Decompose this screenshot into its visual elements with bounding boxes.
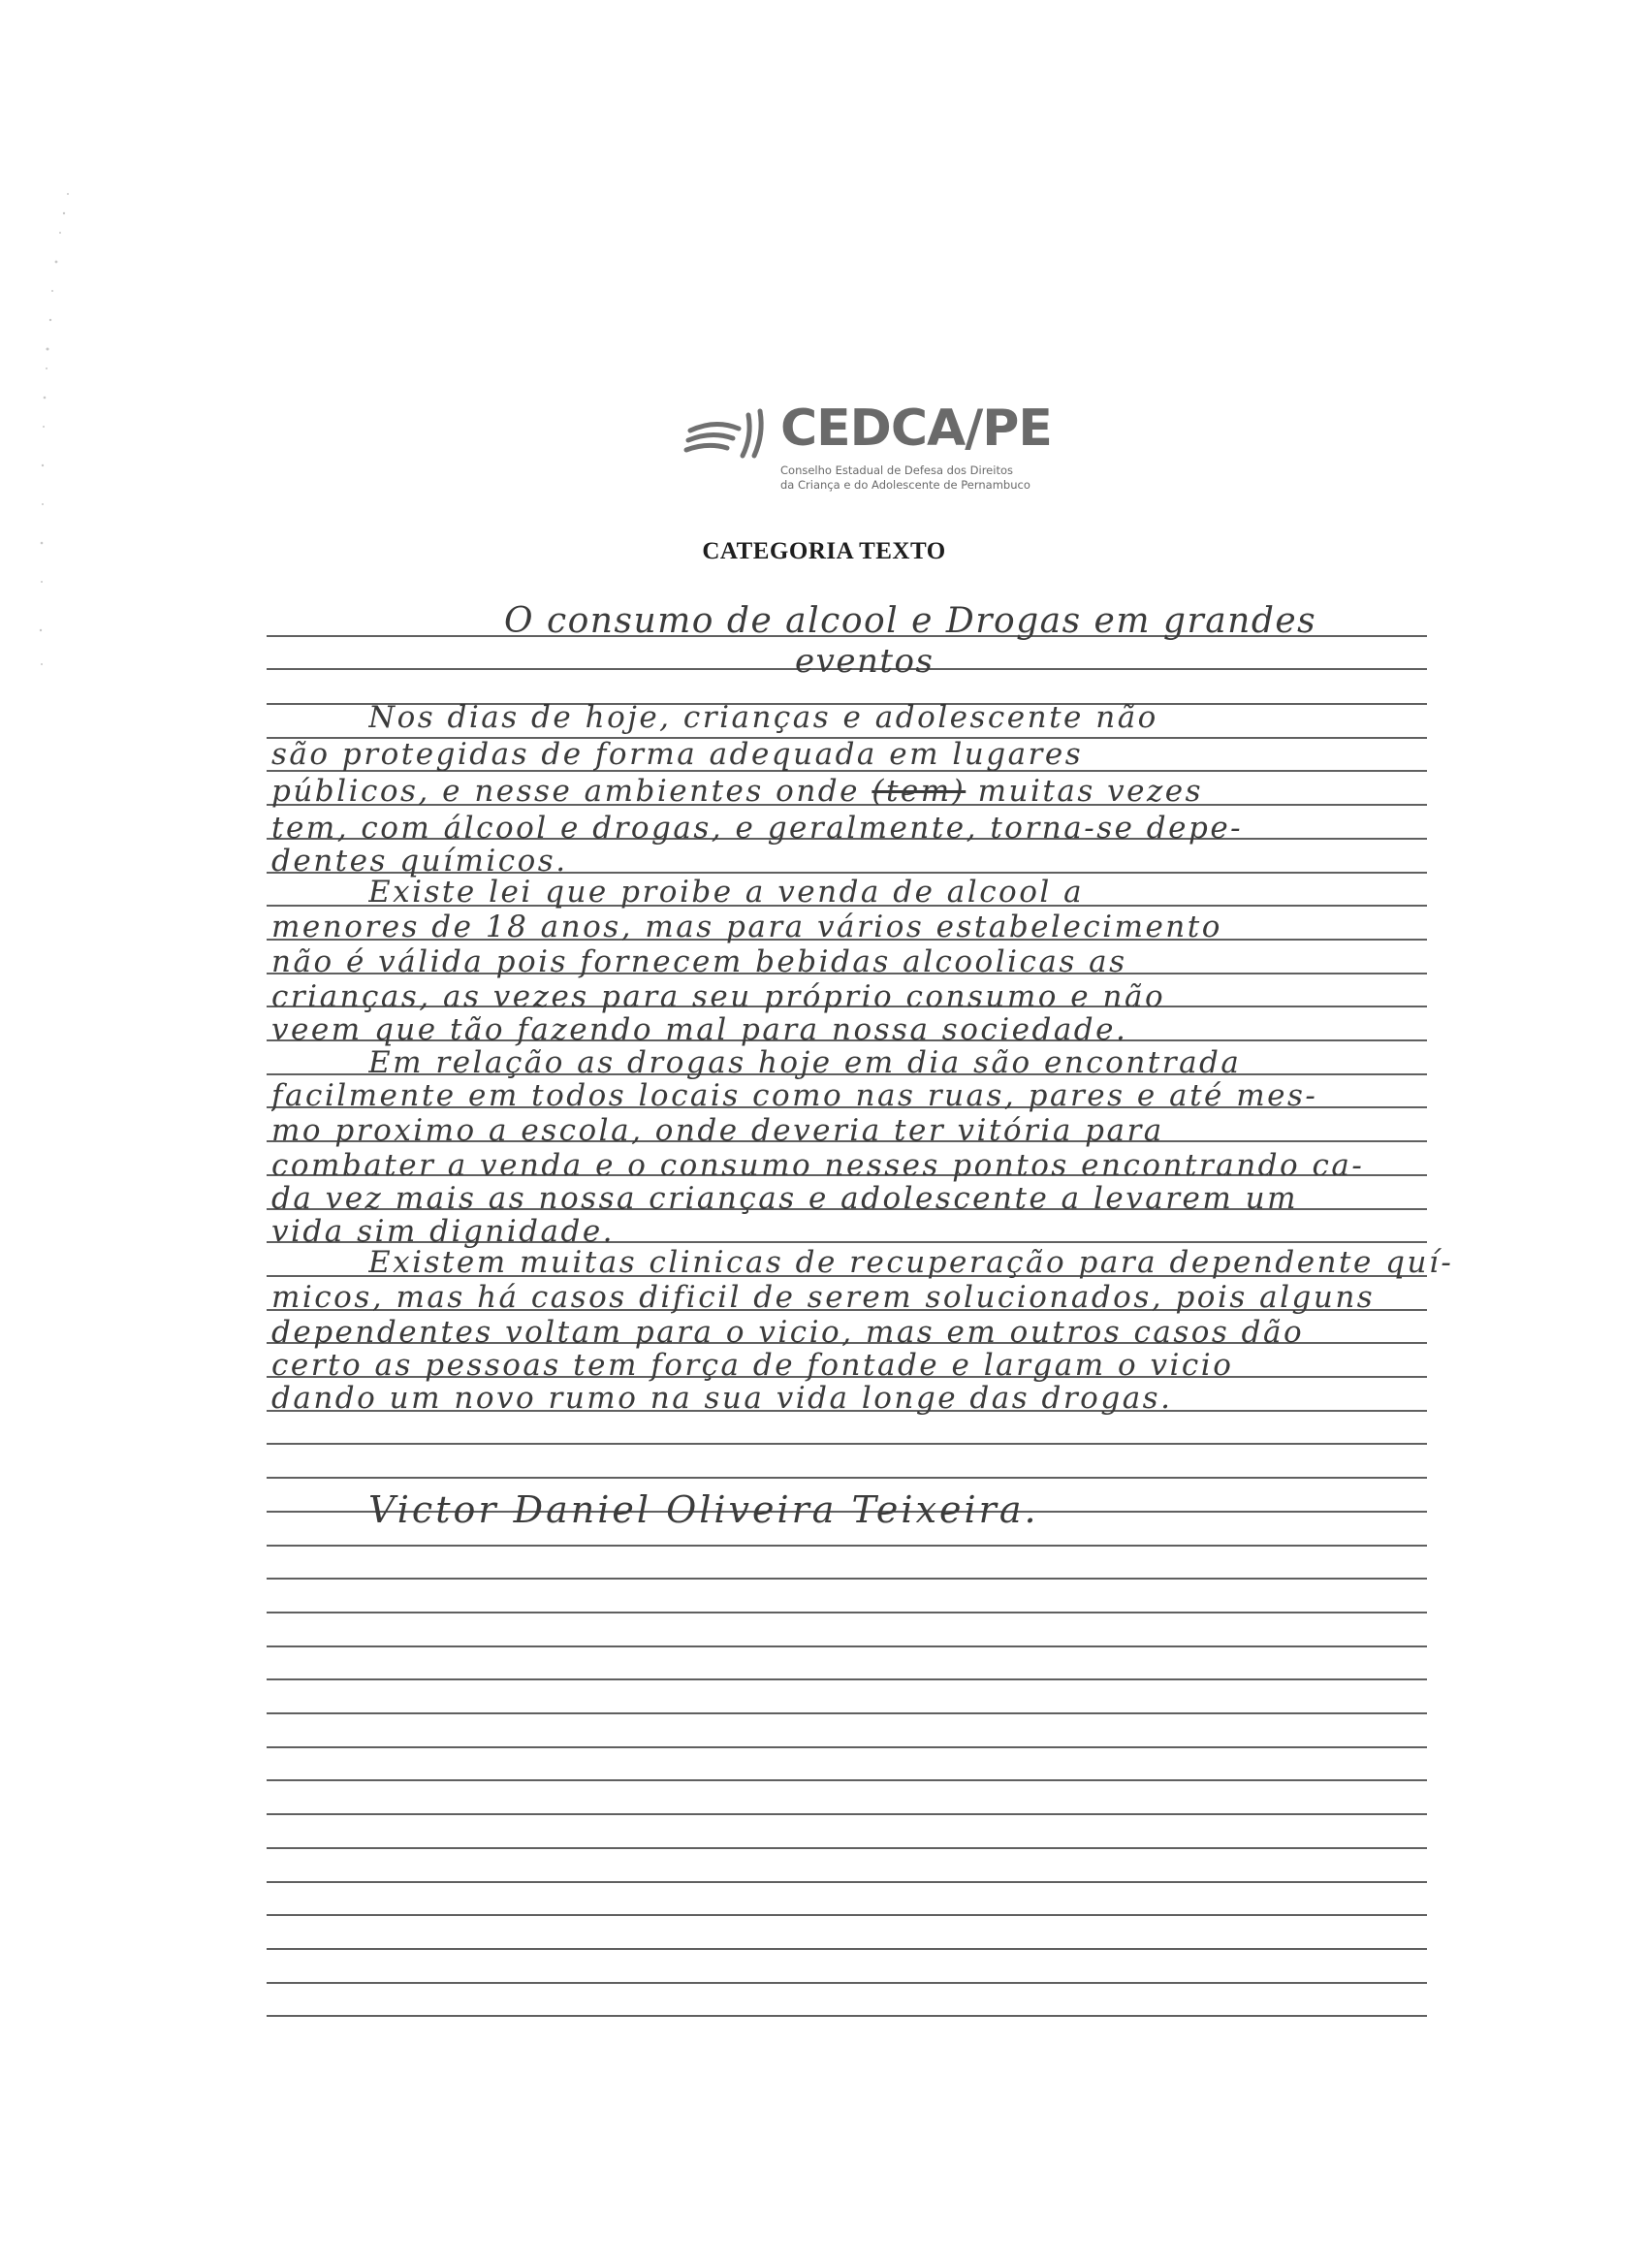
essay-line: tem, com álcool e drogas, e geralmente, torna-se depe-: [271, 811, 1244, 846]
essay-line: [271, 774, 1425, 809]
essay-line: certo as pessoas tem força de fontade e largam o vicio: [271, 1348, 1234, 1383]
essay-line: Nos dias de hoje, crianças e adolescente não: [368, 700, 1158, 735]
essay-line: micos, mas há casos dificil de serem solucionados, pois alguns: [271, 1280, 1376, 1315]
essay-line: Existe lei que proibe a venda de alcool a: [368, 875, 1085, 910]
essay-line: Em relação as drogas hoje em dia são encontrada: [368, 1045, 1242, 1080]
essay-line: veem que tão fazendo mal para nossa sociedade.: [271, 1012, 1128, 1047]
category-heading: CATEGORIA TEXTO: [702, 538, 946, 564]
essay-line: mo proximo a escola, onde deveria ter vitória para: [271, 1113, 1164, 1148]
essay-line-text: muitas vezes: [977, 774, 1204, 809]
logo-wordmark: CEDCA/PE: [780, 399, 1052, 458]
struck-word: (tem): [872, 774, 967, 809]
essay-line-text: públicos, e nesse ambientes onde: [271, 774, 860, 809]
essay-line: dando um novo rumo na sua vida longe das drogas.: [271, 1381, 1173, 1416]
essay-line: dentes químicos.: [271, 844, 568, 878]
essay-line: facilmente em todos locais como nas ruas, pares e até mes-: [271, 1078, 1318, 1113]
essay-line: da vez mais as nossa crianças e adolescente a levarem um: [271, 1181, 1299, 1216]
essay-line: vida sim dignidade.: [271, 1214, 616, 1249]
essay-line: combater a venda e o consumo nesses pontos encontrando ca-: [271, 1148, 1365, 1183]
logo-subtitle-line: da Criança e do Adolescente de Pernambuco: [780, 478, 1030, 492]
essay-line: crianças, as vezes para seu próprio consumo e não: [271, 979, 1166, 1014]
logo-subtitle-line: Conselho Estadual de Defesa dos Direitos: [780, 463, 1013, 477]
essay-line: Existem muitas clinicas de recuperação para dependente quí-: [368, 1245, 1454, 1280]
essay-line: não é válida pois fornecem bebidas alcoolicas as: [271, 944, 1127, 979]
essay-title-line: O consumo de alcool e Drogas em grandes: [504, 601, 1317, 641]
essay-line: são protegidas de forma adequada em lugares: [271, 737, 1084, 772]
essay-title-line: eventos: [795, 642, 935, 681]
essay-line: dependentes voltam para o vicio, mas em outros casos dão: [271, 1315, 1305, 1350]
essay-line: menores de 18 anos, mas para vários estabelecimento: [271, 910, 1222, 944]
author-signature: Victor Daniel Oliveira Teixeira.: [368, 1488, 1039, 1531]
